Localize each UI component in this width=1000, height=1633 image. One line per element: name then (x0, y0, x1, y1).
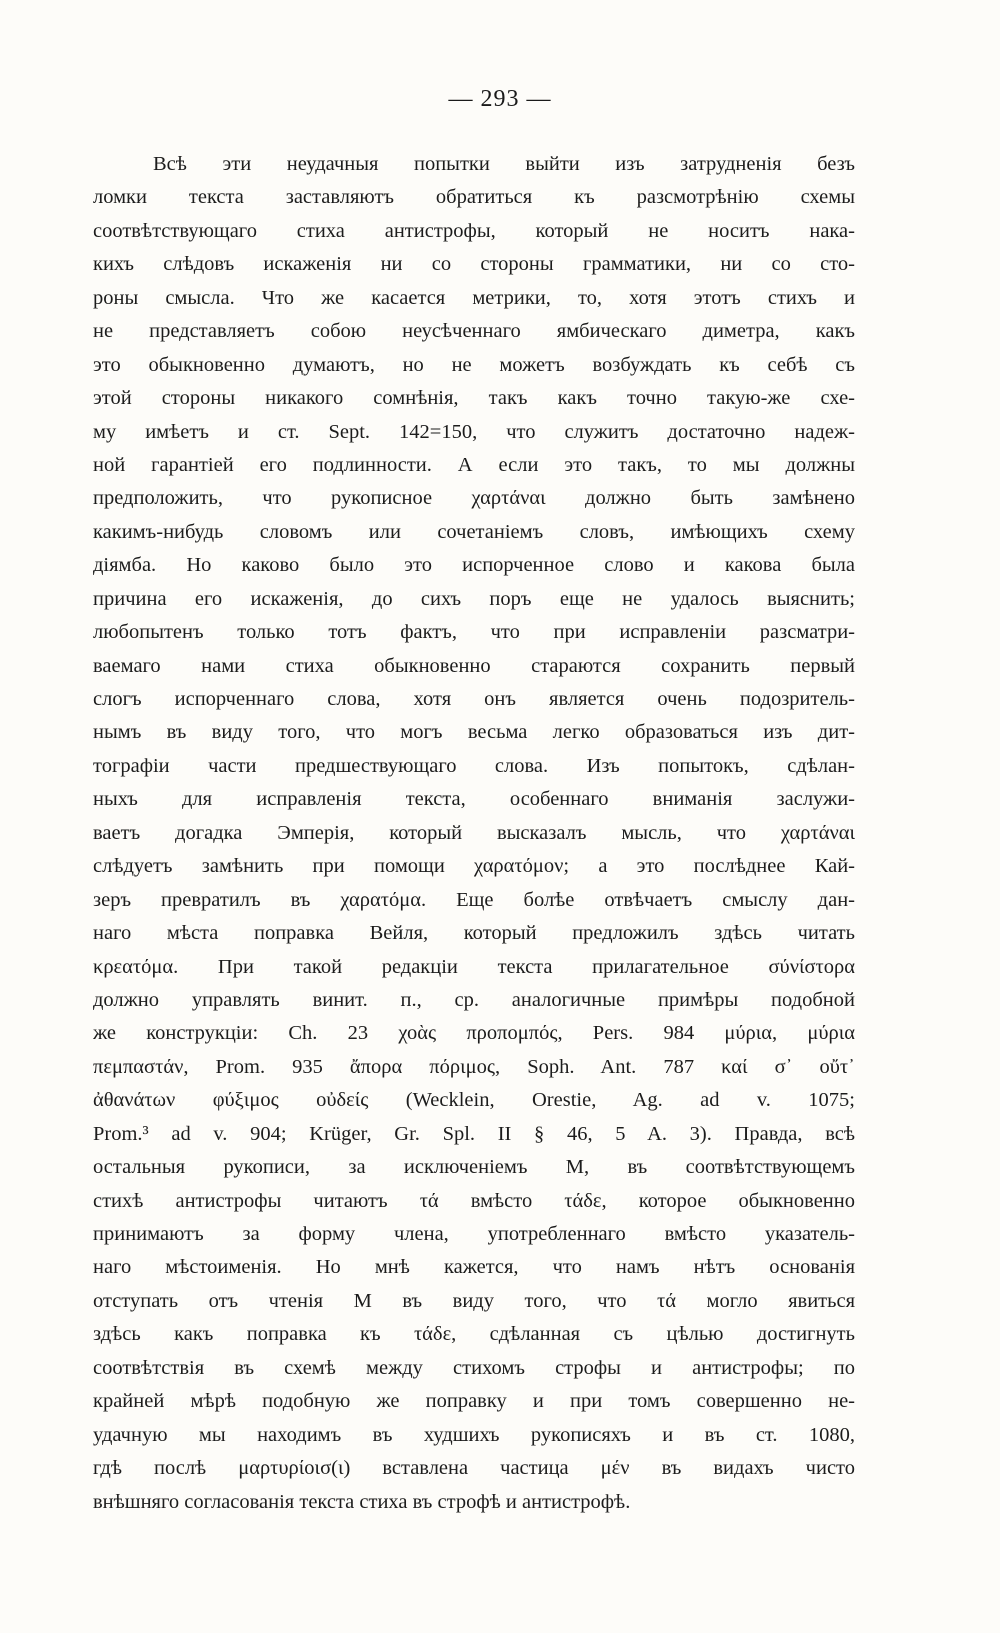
text-line: удачную мы находимъ въ худшихъ рукописяхъ и въ ст. 1080, (93, 1423, 855, 1446)
text-line: этой стороны никакого сомнѣнія, такъ какъ точно такую-же схе- (93, 387, 855, 410)
text-line: Prom.³ ad v. 904; Krüger, Gr. Spl. II § 46, 5 A. 3). Правда, всѣ (93, 1122, 855, 1145)
text-line: му имѣетъ и ст. Sept. 142=150, что служитъ достаточно надеж- (93, 420, 855, 443)
text-line: любопытенъ только тотъ фактъ, что при исправленіи разсматри- (93, 621, 855, 644)
text-line: причина его искаженія, до сихъ поръ еще не удалось выяснить; (93, 587, 855, 610)
text-line: слогъ испорченнаго слова, хотя онъ является очень подозритель- (93, 688, 855, 710)
text-line: гдѣ послѣ μαρτυρίοισ(ι) вставлена частица μέν въ видахъ чисто (93, 1457, 855, 1480)
text-line: слѣдуетъ замѣнить при помощи χαρατόμον; а это послѣднее Кай- (93, 855, 855, 878)
text-line: какимъ-нибудь словомъ или сочетаніемъ словъ, имѣющихъ схему (93, 520, 855, 543)
text-line: ныхъ для исправленія текста, особеннаго вниманія заслужи- (93, 788, 855, 811)
text-line: стихѣ антистрофы читаютъ τά вмѣсто τάδε, которое обыкновенно (93, 1189, 855, 1212)
text-line: роны смысла. Что же касается метрики, то, хотя этотъ стихъ и (93, 286, 855, 309)
text-line: предположить, что рукописное χαρτάναι должно быть замѣнено (93, 487, 855, 510)
text-line: должно управлять винит. п., ср. аналогичные примѣры подобной (93, 988, 855, 1011)
text-line: внѣшняго согласованія текста стиха въ строфѣ и антистрофѣ. (93, 1490, 631, 1513)
text-line: ной гарантіей его подлинности. А если это такъ, то мы должны (93, 453, 855, 476)
text-line: ваетъ догадка Эмперія, который высказалъ мысль, что χαρτάναι (93, 821, 855, 844)
text-line: κρεατόμα. При такой редакціи текста прилагательное σύνίστορα (93, 955, 855, 978)
body-text (93, 148, 855, 1519)
text-line: кихъ слѣдовъ искаженія ни со стороны грамматики, ни со сто- (93, 253, 855, 276)
text-line: принимаютъ за форму члена, употребленнаго вмѣсто указатель- (93, 1223, 855, 1245)
text-line: соотвѣтствія въ схемѣ между стихомъ строфы и антистрофы; по (93, 1356, 855, 1379)
text-line: ломки текста заставляютъ обратиться къ разсмотрѣнію схемы (93, 186, 855, 209)
text-line: остальныя рукописи, за исключеніемъ M, въ соотвѣтствующемъ (93, 1156, 855, 1179)
text-line: соотвѣтствующаго стиха антистрофы, который не носитъ нака- (93, 219, 855, 242)
text-line: ваемаго нами стиха обыкновенно стараются сохранить первый (93, 654, 855, 677)
text-line: зеръ превратилъ въ χαρατόμα. Еще болѣе отвѣчаетъ смыслу дан- (93, 888, 855, 911)
text-line: діямба. Но каково было это испорченное слово и какова была (93, 554, 855, 577)
text-line: πεμπαστάν, Prom. 935 ἄπορα πόριμος, Soph. Ant. 787 καί σ᾽ οὔτ᾽ (93, 1055, 855, 1078)
text-line: здѣсь какъ поправка къ τάδε, сдѣланная съ цѣлью достигнуть (93, 1323, 855, 1346)
text-line: это обыкновенно думаютъ, но не можетъ возбуждать къ себѣ съ (93, 353, 855, 376)
text-line: Всѣ эти неудачныя попытки выйти изъ затрудненія безъ (153, 153, 855, 175)
text-line: ἀθανάτων φύξιμος οὐδείς (Wecklein, Orestie, Ag. ad v. 1075; (93, 1089, 855, 1112)
text-line: же конструкціи: Ch. 23 χοὰς προπομπός, Pers. 984 μύρια, μύρια (93, 1022, 855, 1045)
text-line: нымъ въ виду того, что могъ весьма легко образоваться изъ дит- (93, 721, 855, 744)
page-number: — 293 — (448, 86, 552, 112)
text-line: наго мѣста поправка Вейля, который предложилъ здѣсь читать (93, 922, 855, 945)
text-line: наго мѣстоименія. Но мнѣ кажется, что намъ нѣтъ основанія (93, 1256, 855, 1279)
text-line: отступать отъ чтенія M въ виду того, что τά могло явиться (93, 1289, 855, 1312)
text-line: тографіи части предшествующаго слова. Изъ попытокъ, сдѣлан- (93, 754, 855, 777)
text-line: крайней мѣрѣ подобную же поправку и при томъ совершенно не- (93, 1390, 855, 1413)
text-line: не представляетъ собою неусѣченнаго ямбическаго диметра, какъ (93, 320, 855, 343)
